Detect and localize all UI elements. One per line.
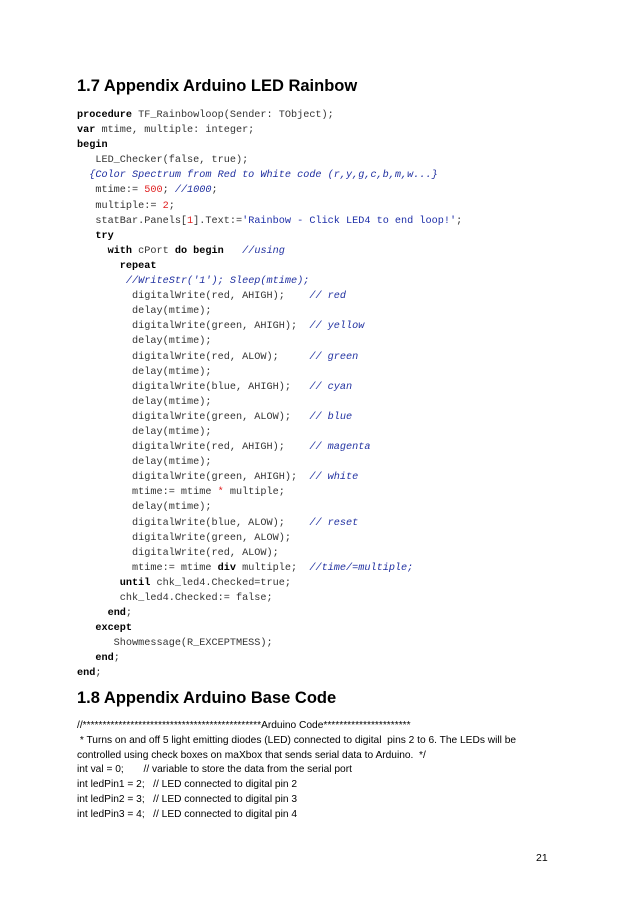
- code-token: delay(mtime);: [77, 426, 212, 438]
- code-line: [77, 621, 597, 636]
- code-line: [77, 289, 597, 304]
- code-token: {Color Spectrum from Red to White code (r,y,g,c,b,m,w...}: [77, 170, 438, 182]
- text-line: int val = 0; // variable to store the data from the serial port: [77, 764, 352, 776]
- code-line: [77, 546, 597, 561]
- code-line: [77, 138, 597, 153]
- text-line: controlled using check boxes on maXbox that sends serial data to Arduino. */: [77, 749, 426, 761]
- code-token: TF_Rainbowloop(Sender: TObject);: [132, 110, 334, 121]
- code-token: // blue: [309, 411, 353, 423]
- code-line: [77, 334, 597, 349]
- code-token: with: [107, 245, 133, 257]
- code-line: [77, 108, 597, 123]
- code-line: [77, 500, 597, 515]
- code-token: digitalWrite(red, ALOW);: [77, 351, 310, 363]
- code-token: //time/=multiple;: [309, 562, 414, 574]
- section-heading-base-code: 1.8 Appendix Arduino Base Code: [77, 689, 337, 707]
- code-token: delay(mtime);: [77, 396, 212, 408]
- code-token: [77, 246, 108, 257]
- code-token: // yellow: [309, 321, 365, 333]
- code-line: [77, 365, 597, 380]
- code-line: [77, 259, 597, 274]
- code-token: // cyan: [309, 381, 353, 393]
- code-token: delay(mtime);: [77, 457, 212, 469]
- code-token: mtime, multiple: integer;: [95, 125, 255, 137]
- code-token: // red: [309, 291, 347, 303]
- text-line: int ledPin2 = 3; // LED connected to digital pin 3: [77, 793, 298, 805]
- code-token: repeat: [119, 260, 157, 272]
- code-line: [77, 350, 597, 365]
- code-token: mtime:=: [77, 185, 145, 197]
- code-token: procedure: [77, 110, 133, 121]
- code-line: [77, 214, 597, 229]
- code-token: ;: [168, 200, 175, 212]
- code-token: 500: [144, 185, 163, 197]
- code-token: // white: [309, 472, 359, 484]
- code-line: [77, 425, 597, 440]
- code-token: *: [217, 487, 224, 499]
- code-token: multiple;: [235, 562, 310, 574]
- code-token: //WriteStr('1'); Sleep(mtime);: [125, 276, 310, 288]
- code-token: digitalWrite(green, ALOW);: [77, 532, 291, 544]
- code-line: [77, 168, 597, 183]
- code-token: [77, 261, 120, 272]
- code-token: LED_Checker(false, true);: [77, 155, 249, 167]
- code-token: delay(mtime);: [77, 336, 212, 348]
- code-line: [77, 244, 597, 259]
- code-token: //using: [242, 245, 285, 257]
- code-line: [77, 304, 597, 319]
- code-line: [77, 319, 597, 334]
- code-line: [77, 531, 597, 546]
- code-token: digitalWrite(green, AHIGH);: [77, 472, 310, 484]
- code-line: [77, 199, 597, 214]
- code-block-led-rainbow: [77, 108, 597, 682]
- code-token: var: [77, 125, 96, 137]
- code-token: cPort: [132, 245, 175, 257]
- code-token: do begin: [174, 245, 224, 257]
- code-token: ;: [95, 668, 102, 680]
- code-line: [77, 485, 597, 500]
- text-line: int ledPin1 = 2; // LED connected to digital pin 2: [77, 779, 298, 791]
- text-line: //*********************************************Arduino Code**********************: [77, 720, 411, 731]
- code-token: except: [95, 623, 133, 635]
- code-token: delay(mtime);: [77, 502, 212, 514]
- text-line: * Turns on and off 5 light emitting diodes (LED) connected to digital pins 2 to 6. The LEDs will be: [77, 734, 517, 746]
- code-token: chk_led4.Checked=true;: [150, 577, 291, 589]
- code-token: // reset: [309, 517, 359, 529]
- code-token: multiple:=: [77, 200, 163, 212]
- code-token: end: [95, 653, 114, 665]
- code-line: [77, 183, 597, 198]
- code-line: [77, 516, 597, 531]
- code-token: try: [95, 230, 114, 242]
- code-line: [77, 561, 597, 576]
- code-token: [77, 578, 120, 589]
- code-token: digitalWrite(red, ALOW);: [77, 547, 279, 559]
- code-token: ;: [211, 185, 218, 197]
- code-token: [77, 231, 95, 242]
- code-token: [77, 653, 95, 664]
- code-token: [77, 276, 126, 287]
- code-line: [77, 395, 597, 410]
- code-token: [224, 246, 242, 257]
- code-token: chk_led4.Checked:= false;: [77, 593, 273, 604]
- code-token: [77, 623, 95, 634]
- code-line: [77, 666, 597, 681]
- code-token: 'Rainbow - Click LED4 to end loop!': [242, 215, 457, 227]
- text-line: int ledPin3 = 4; // LED connected to digital pin 4: [77, 808, 298, 820]
- code-token: Showmessage(R_EXCEPTMESS);: [77, 638, 273, 650]
- code-token: delay(mtime);: [77, 366, 212, 378]
- code-line: [77, 455, 597, 470]
- code-line: [77, 123, 597, 138]
- section-heading-led-rainbow: 1.7 Appendix Arduino LED Rainbow: [77, 77, 358, 95]
- code-line: [77, 153, 597, 168]
- code-line: [77, 591, 597, 606]
- code-token: ;: [113, 653, 120, 665]
- code-token: digitalWrite(red, AHIGH);: [77, 442, 310, 454]
- code-token: ].Text:=: [193, 215, 243, 227]
- code-token: div: [217, 562, 236, 574]
- code-line: [77, 380, 597, 395]
- code-token: [77, 608, 108, 619]
- code-line: [77, 636, 597, 651]
- code-token: //1000: [174, 185, 212, 197]
- code-line: [77, 470, 597, 485]
- code-token: multiple;: [223, 487, 285, 499]
- code-token: // green: [309, 351, 359, 363]
- code-token: // magenta: [309, 442, 371, 454]
- code-token: end: [107, 608, 126, 620]
- code-token: begin: [77, 140, 108, 152]
- code-line: [77, 274, 597, 289]
- code-token: end: [77, 668, 96, 680]
- code-line: [77, 440, 597, 455]
- code-token: ;: [125, 608, 133, 620]
- code-line: [77, 229, 597, 244]
- code-line: [77, 576, 597, 591]
- code-token: ;: [456, 215, 463, 227]
- code-token: ;: [162, 185, 175, 197]
- code-token: mtime:= mtime: [77, 562, 218, 574]
- code-token: digitalWrite(green, ALOW);: [77, 411, 310, 423]
- code-block-base-code: [77, 719, 577, 823]
- code-token: digitalWrite(red, AHIGH);: [77, 291, 310, 303]
- code-token: statBar.Panels[: [77, 215, 188, 227]
- code-token: 2: [162, 200, 169, 212]
- code-token: delay(mtime);: [77, 306, 212, 318]
- page-number: 21: [536, 852, 548, 864]
- code-token: digitalWrite(green, AHIGH);: [77, 321, 310, 333]
- code-line: [77, 651, 597, 666]
- code-line: [77, 606, 597, 621]
- code-token: mtime:= mtime: [77, 487, 218, 499]
- code-token: 1: [187, 215, 194, 227]
- code-token: until: [119, 577, 151, 589]
- code-line: [77, 410, 597, 425]
- code-token: digitalWrite(blue, AHIGH);: [77, 381, 310, 393]
- code-token: digitalWrite(blue, ALOW);: [77, 517, 310, 529]
